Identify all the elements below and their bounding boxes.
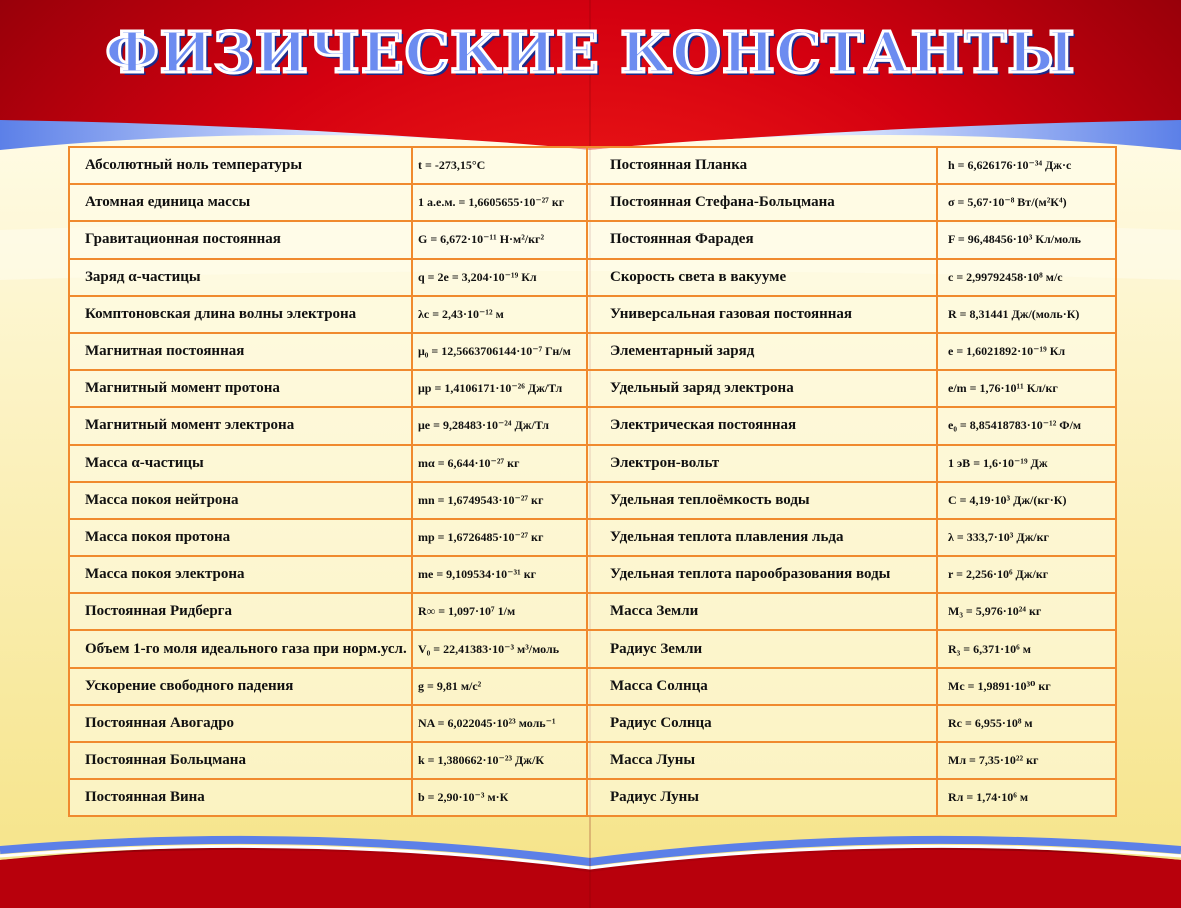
constant-value-right: F = 96,48456·10³ Кл/моль — [937, 221, 1116, 258]
constant-value-left: mα = 6,644·10⁻²⁷ кг — [412, 445, 587, 482]
constant-name-right: Удельный заряд электрона — [587, 370, 937, 407]
constant-name-right: Скорость света в вакууме — [587, 259, 937, 296]
constant-name-right: Удельная теплота парообразования воды — [587, 556, 937, 593]
table-row — [69, 556, 1116, 593]
constant-value-left: G = 6,672·10⁻¹¹ Н·м²/кг² — [412, 221, 587, 258]
constant-value-right: Mл = 7,35·10²² кг — [937, 742, 1116, 779]
constant-name-left: Заряд α-частицы — [69, 259, 412, 296]
constant-name-right: Удельная теплота плавления льда — [587, 519, 937, 556]
constant-name-left: Масса α-частицы — [69, 445, 412, 482]
constant-value-left: NA = 6,022045·10²³ моль⁻¹ — [412, 705, 587, 742]
table-row — [69, 593, 1116, 630]
table-row — [69, 259, 1116, 296]
constant-value-right: R = 8,31441 Дж/(моль·К) — [937, 296, 1116, 333]
constant-value-left: λc = 2,43·10⁻¹² м — [412, 296, 587, 333]
constant-value-left: 1 а.е.м. = 1,6605655·10⁻²⁷ кг — [412, 184, 587, 221]
constant-value-left: μ₀ = 12,5663706144·10⁻⁷ Гн/м — [412, 333, 587, 370]
constant-value-right: h = 6,626176·10⁻³⁴ Дж·с — [937, 147, 1116, 184]
table-row — [69, 296, 1116, 333]
constant-value-left: μp = 1,4106171·10⁻²⁶ Дж/Тл — [412, 370, 587, 407]
table-row — [69, 184, 1116, 221]
constant-name-right: Радиус Солнца — [587, 705, 937, 742]
constant-value-right: Rл = 1,74·10⁶ м — [937, 779, 1116, 816]
constant-value-right: c = 2,99792458·10⁸ м/с — [937, 259, 1116, 296]
constant-value-left: mn = 1,6749543·10⁻²⁷ кг — [412, 482, 587, 519]
constant-name-left: Постоянная Ридберга — [69, 593, 412, 630]
constant-value-right: e₀ = 8,85418783·10⁻¹² Ф/м — [937, 407, 1116, 444]
constant-value-left: mp = 1,6726485·10⁻²⁷ кг — [412, 519, 587, 556]
constant-name-left: Магнитный момент электрона — [69, 407, 412, 444]
constant-value-right: σ = 5,67·10⁻⁸ Вт/(м²К⁴) — [937, 184, 1116, 221]
page-title: ФИЗИЧЕСКИЕ КОНСТАНТЫ — [105, 20, 1076, 86]
constant-value-left: t = -273,15°C — [412, 147, 587, 184]
constant-value-right: λ = 333,7·10³ Дж/кг — [937, 519, 1116, 556]
constant-name-left: Атомная единица массы — [69, 184, 412, 221]
constant-value-left: g = 9,81 м/с² — [412, 668, 587, 705]
constant-name-left: Масса покоя нейтрона — [69, 482, 412, 519]
table-row — [69, 333, 1116, 370]
table-row — [69, 779, 1116, 816]
table-row — [69, 668, 1116, 705]
table-row — [69, 742, 1116, 779]
constant-name-left: Постоянная Вина — [69, 779, 412, 816]
constant-name-left: Абсолютный ноль температуры — [69, 147, 412, 184]
constant-value-left: V₀ = 22,41383·10⁻³ м³/моль — [412, 630, 587, 667]
table-row — [69, 147, 1116, 184]
table-row — [69, 370, 1116, 407]
constant-name-right: Электрон-вольт — [587, 445, 937, 482]
constant-value-right: Rc = 6,955·10⁸ м — [937, 705, 1116, 742]
constant-name-left: Масса покоя электрона — [69, 556, 412, 593]
table-row — [69, 630, 1116, 667]
constant-value-right: 1 эВ = 1,6·10⁻¹⁹ Дж — [937, 445, 1116, 482]
table-row — [69, 221, 1116, 258]
constant-name-left: Гравитационная постоянная — [69, 221, 412, 258]
constant-value-right: R₃ = 6,371·10⁶ м — [937, 630, 1116, 667]
constant-name-right: Масса Земли — [587, 593, 937, 630]
constant-value-left: μe = 9,28483·10⁻²⁴ Дж/Тл — [412, 407, 587, 444]
constant-name-left: Масса покоя протона — [69, 519, 412, 556]
table-row — [69, 705, 1116, 742]
constant-value-right: e = 1,6021892·10⁻¹⁹ Кл — [937, 333, 1116, 370]
constant-name-right: Постоянная Стефана-Больцмана — [587, 184, 937, 221]
constant-name-right: Постоянная Планка — [587, 147, 937, 184]
constant-name-right: Электрическая постоянная — [587, 407, 937, 444]
constant-name-right: Элементарный заряд — [587, 333, 937, 370]
table-row — [69, 445, 1116, 482]
constant-name-right: Масса Луны — [587, 742, 937, 779]
constant-value-right: e/m = 1,76·10¹¹ Кл/кг — [937, 370, 1116, 407]
constant-value-left: b = 2,90·10⁻³ м·К — [412, 779, 587, 816]
constant-name-left: Комптоновская длина волны электрона — [69, 296, 412, 333]
constant-name-right: Удельная теплоёмкость воды — [587, 482, 937, 519]
constant-name-left: Постоянная Больцмана — [69, 742, 412, 779]
constant-name-right: Радиус Луны — [587, 779, 937, 816]
table-row — [69, 519, 1116, 556]
table-row — [69, 482, 1116, 519]
constant-name-left: Ускорение свободного падения — [69, 668, 412, 705]
constants-table — [68, 146, 1117, 817]
constant-value-left: me = 9,109534·10⁻³¹ кг — [412, 556, 587, 593]
constant-name-right: Постоянная Фарадея — [587, 221, 937, 258]
constant-name-left: Объем 1-го моля идеального газа при норм.усл. — [69, 630, 412, 667]
constant-name-right: Радиус Земли — [587, 630, 937, 667]
constant-name-left: Магнитный момент протона — [69, 370, 412, 407]
constant-name-right: Масса Солнца — [587, 668, 937, 705]
constant-value-left: R∞ = 1,097·10⁷ 1/м — [412, 593, 587, 630]
constant-value-right: M₃ = 5,976·10²⁴ кг — [937, 593, 1116, 630]
constant-value-right: r = 2,256·10⁶ Дж/кг — [937, 556, 1116, 593]
constant-value-left: q = 2e = 3,204·10⁻¹⁹ Кл — [412, 259, 587, 296]
constant-name-right: Универсальная газовая постоянная — [587, 296, 937, 333]
constant-name-left: Постоянная Авогадро — [69, 705, 412, 742]
constant-value-right: C = 4,19·10³ Дж/(кг·К) — [937, 482, 1116, 519]
table-row — [69, 407, 1116, 444]
constant-name-left: Магнитная постоянная — [69, 333, 412, 370]
constant-value-right: Mc = 1,9891·10³⁰ кг — [937, 668, 1116, 705]
constant-value-left: k = 1,380662·10⁻²³ Дж/К — [412, 742, 587, 779]
